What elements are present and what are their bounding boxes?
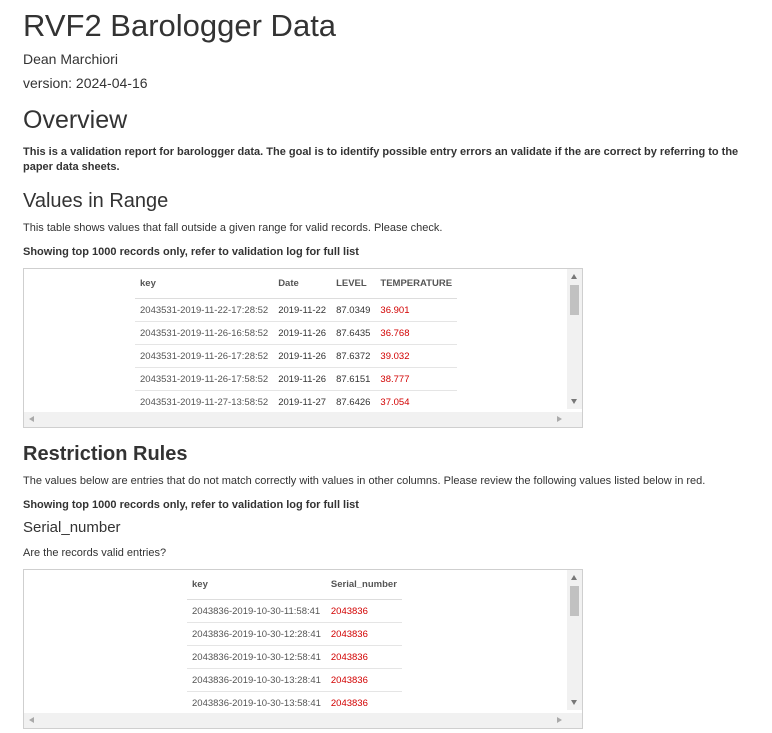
triangle-left-icon[interactable]: [29, 717, 34, 723]
cell-key: 2043531-2019-11-26-17:28:52: [135, 345, 273, 368]
table-row: [187, 692, 402, 715]
cell-key: 2043531-2019-11-26-17:58:52: [135, 368, 273, 391]
values-in-range-description: This table shows values that fall outside a given range for valid records. Please check.: [23, 222, 443, 234]
table-header-row: [187, 570, 402, 600]
cell-level: 87.6372: [331, 345, 375, 368]
cell-key: 2043836-2019-10-30-13:58:41: [187, 692, 326, 715]
cell-key: 2043531-2019-11-22-17:28:52: [135, 299, 273, 322]
table-header-row: [135, 269, 457, 299]
column-header[interactable]: LEVEL: [331, 269, 375, 299]
cell-level: 87.6426: [331, 391, 375, 414]
triangle-right-icon[interactable]: [557, 416, 562, 422]
cell-date: 2019-11-26: [273, 322, 331, 345]
table-row: [135, 299, 457, 322]
triangle-down-icon[interactable]: [571, 399, 577, 404]
serial-number-question: Are the records valid entries?: [23, 547, 167, 559]
triangle-right-icon[interactable]: [557, 717, 562, 723]
cell-serial-flagged: 2043836: [326, 646, 402, 669]
triangle-up-icon[interactable]: [571, 575, 577, 580]
restriction-rules-description: The values below are entries that do not match correctly with values in other columns. Please review the following values listed below in red.: [23, 475, 706, 487]
cell-temperature-flagged: 37.054: [375, 391, 457, 414]
cell-key: 2043836-2019-10-30-13:28:41: [187, 669, 326, 692]
serial-number-table-frame[interactable]: [23, 569, 583, 729]
overview-heading: Overview: [23, 106, 128, 134]
restriction-rules-heading: Restriction Rules: [23, 443, 188, 465]
cell-serial-flagged: 2043836: [326, 623, 402, 646]
report-version: version: 2024-04-16: [23, 75, 148, 91]
restriction-rules-note: Showing top 1000 records only, refer to validation log for full list: [23, 499, 359, 511]
scrollbar-thumb[interactable]: [570, 285, 579, 315]
report-author: Dean Marchiori: [23, 51, 118, 67]
cell-key: 2043836-2019-10-30-12:58:41: [187, 646, 326, 669]
cell-temperature-flagged: 36.768: [375, 322, 457, 345]
overview-text: This is a validation report for barologger data. The goal is to identify possible entry errors an validate if the are correct by referring to the paper data sheets.: [23, 146, 739, 173]
cell-serial-flagged: 2043836: [326, 669, 402, 692]
values-in-range-table: [135, 269, 457, 414]
triangle-left-icon[interactable]: [29, 416, 34, 422]
triangle-down-icon[interactable]: [571, 700, 577, 705]
table-row: [187, 646, 402, 669]
cell-level: 87.6151: [331, 368, 375, 391]
values-in-range-note: Showing top 1000 records only, refer to validation log for full list: [23, 246, 359, 258]
cell-temperature-flagged: 36.901: [375, 299, 457, 322]
column-header[interactable]: key: [187, 570, 326, 600]
cell-date: 2019-11-26: [273, 368, 331, 391]
table-row: [135, 345, 457, 368]
horizontal-scrollbar[interactable]: [24, 713, 582, 728]
table-row: [135, 368, 457, 391]
serial-number-heading: Serial_number: [23, 519, 121, 536]
cell-date: 2019-11-22: [273, 299, 331, 322]
table-row: [187, 600, 402, 623]
vertical-scrollbar[interactable]: [567, 570, 582, 710]
cell-temperature-flagged: 39.032: [375, 345, 457, 368]
report-title: RVF2 Barologger Data: [23, 8, 337, 43]
serial-number-table: [187, 570, 402, 715]
values-in-range-table-frame[interactable]: [23, 268, 583, 428]
values-in-range-heading: Values in Range: [23, 190, 169, 212]
cell-key: 2043531-2019-11-27-13:58:52: [135, 391, 273, 414]
cell-temperature-flagged: 38.777: [375, 368, 457, 391]
table-row: [187, 623, 402, 646]
cell-serial-flagged: 2043836: [326, 600, 402, 623]
table-row: [135, 391, 457, 414]
horizontal-scrollbar[interactable]: [24, 412, 582, 427]
cell-key: 2043836-2019-10-30-12:28:41: [187, 623, 326, 646]
cell-serial-flagged: 2043836: [326, 692, 402, 715]
vertical-scrollbar[interactable]: [567, 269, 582, 409]
cell-date: 2019-11-27: [273, 391, 331, 414]
cell-key: 2043836-2019-10-30-11:58:41: [187, 600, 326, 623]
cell-level: 87.6435: [331, 322, 375, 345]
table-row: [135, 322, 457, 345]
triangle-up-icon[interactable]: [571, 274, 577, 279]
column-header[interactable]: Serial_number: [326, 570, 402, 600]
cell-key: 2043531-2019-11-26-16:58:52: [135, 322, 273, 345]
cell-date: 2019-11-26: [273, 345, 331, 368]
scrollbar-thumb[interactable]: [570, 586, 579, 616]
cell-level: 87.0349: [331, 299, 375, 322]
table-row: [187, 669, 402, 692]
column-header[interactable]: TEMPERATURE: [375, 269, 457, 299]
column-header[interactable]: Date: [273, 269, 331, 299]
column-header[interactable]: key: [135, 269, 273, 299]
